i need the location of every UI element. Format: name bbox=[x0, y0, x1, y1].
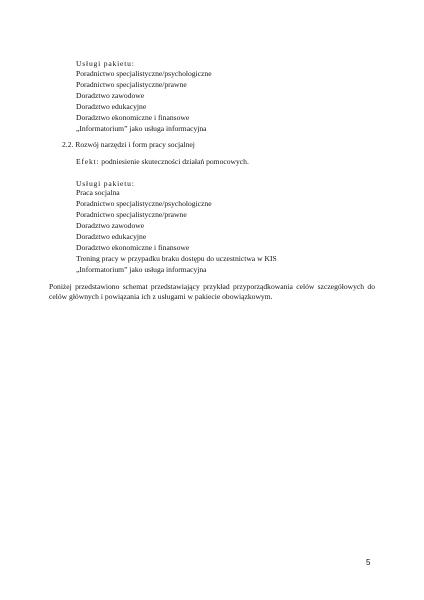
section2-item: Doradztwo edukacyjne bbox=[76, 232, 147, 241]
section2-heading: 2.2. Rozwój narzędzi i form pracy socjalnej bbox=[62, 140, 195, 149]
section1-item: Doradztwo edukacyjne bbox=[76, 102, 147, 111]
section1-item: Poradnictwo specjalistyczne/prawne bbox=[76, 80, 187, 89]
section2-item: Poradnictwo specjalistyczne/psychologiczne bbox=[76, 199, 212, 208]
section1-label: Usługi pakietu: bbox=[76, 59, 135, 68]
section2-item: Trening pracy w przypadku braku dostępu do uczestnictwa w KIS bbox=[76, 254, 277, 263]
section2-item: Doradztwo zawodowe bbox=[76, 221, 145, 230]
section1-item: Poradnictwo specjalistyczne/psychologiczne bbox=[76, 69, 212, 78]
section2-item: „Informatorium” jako usługa informacyjna bbox=[76, 265, 207, 274]
section2-item: Doradztwo ekonomiczne i finansowe bbox=[76, 243, 190, 252]
section2-item: Poradnictwo specjalistyczne/prawne bbox=[76, 210, 187, 219]
section2-label: Usługi pakietu: bbox=[76, 179, 135, 188]
section2-item: Praca socjalna bbox=[76, 188, 120, 197]
summary-paragraph: Poniżej przedstawiono schemat przedstawiający przykład przyporządkowania celów szczegółowych do celów głównych i powiązania ich z usługami w pakiecie obowiązkowym. bbox=[49, 282, 375, 301]
effect-line bbox=[76, 157, 249, 166]
effect-text: podniesienie skuteczności działań pomocowych. bbox=[101, 157, 249, 166]
page-number: 5 bbox=[366, 558, 371, 567]
section1-item: Doradztwo ekonomiczne i finansowe bbox=[76, 113, 190, 122]
section1-item: Doradztwo zawodowe bbox=[76, 91, 145, 100]
section1-item: „Informatorium” jako usługa informacyjna bbox=[76, 124, 207, 133]
effect-label: Efekt: bbox=[76, 157, 100, 166]
